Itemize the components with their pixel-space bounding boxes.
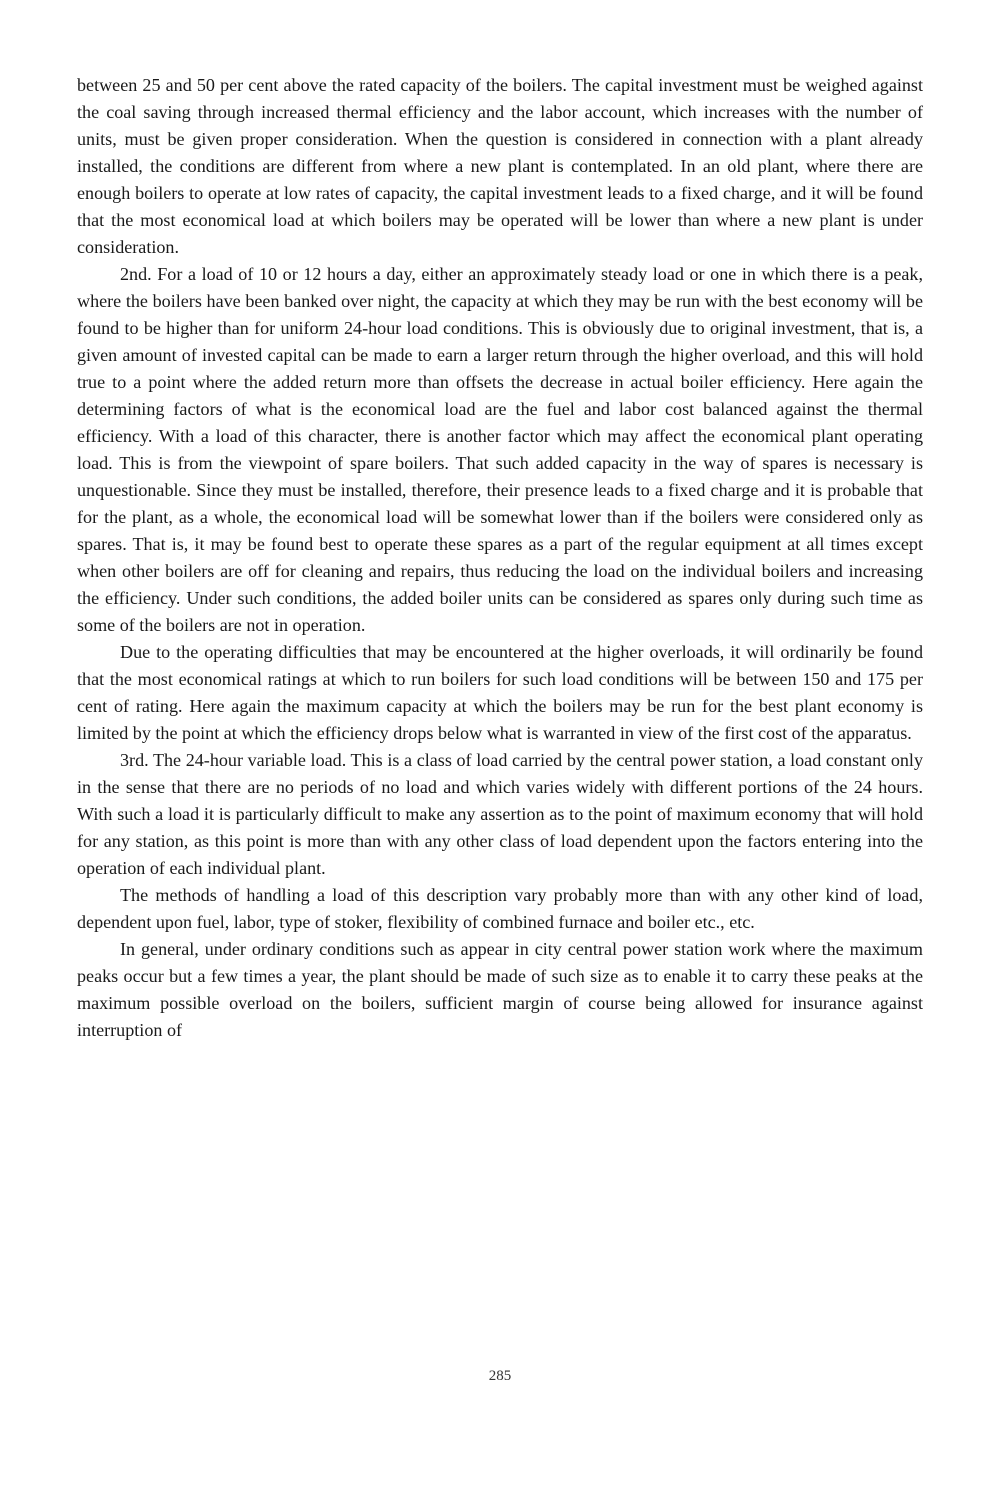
paragraph-general-conditions: In general, under ordinary conditions such as appear in city central power station work where the maximum peaks occur but a few times a year, the plant should be made of such size as to enable it to carry these peaks at the maximum possible overload on the boilers, sufficient margin of course being allowed for insurance against interruption of: [77, 939, 923, 1040]
page-number: 285: [488, 1368, 512, 1384]
paragraph-third-load-class: 3rd. The 24-hour variable load. This is a class of load carried by the central power station, a load constant only in the sense that there are no periods of no load and which varies widely with different portions of the 24 hours. With such a load it is particularly difficult to make any assertion as to the point of maximum economy that will hold for any station, as this point is more than with any other class of load dependent upon the factors entering into the operation of each individual plant.: [77, 750, 923, 878]
paragraph-handling-methods: The methods of handling a load of this description vary probably more than with any other kind of load, dependent upon fuel, labor, type of stoker, flexibility of combined furnace and boiler etc., etc.: [77, 885, 923, 932]
paragraph-continued-capital-investment: between 25 and 50 per cent above the rated capacity of the boilers. The capital investment must be weighed against the coal saving through increased thermal efficiency and the labor account, which increases with the number of units, must be given proper consideration. When the question is considered in connection with a plant already installed, the conditions are different from where a new plant is contemplated. In an old plant, where there are enough boilers to operate at low rates of capacity, the capital investment leads to a fixed charge, and it will be found that the most economical load at which boilers may be operated will be lower than where a new plant is under consideration.: [77, 75, 923, 257]
paragraph-second-load-class: 2nd. For a load of 10 or 12 hours a day, either an approximately steady load or one in which there is a peak, where the boilers have been banked over night, the capacity at which they may be run with the best economy will be found to be higher than for uniform 24-hour load conditions. This is obviously due to original investment, that is, a given amount of invested capital can be made to earn a larger return through the higher overload, and this will hold true to a point where the added return more than offsets the decrease in actual boiler efficiency. Here again the determining factors of what is the economical load are the fuel and labor cost balanced against the thermal efficiency. With a load of this character, there is another factor which may affect the economical plant operating load. This is from the viewpoint of spare boilers. That such added capacity in the way of spares is necessary is unquestionable. Since they must be installed, therefore, their presence leads to a fixed charge and it is probable that for the plant, as a whole, the economical load will be somewhat lower than if the boilers were considered only as spares. That is, it may be found best to operate these spares as a part of the regular equipment at all times except when other boilers are off for cleaning and repairs, thus reducing the load on the individual boilers and increasing the efficiency. Under such conditions, the added boiler units can be considered as spares only during such time as some of the boilers are not in operation.: [77, 264, 923, 635]
page-body: [77, 72, 923, 1044]
paragraph-operating-difficulties: Due to the operating difficulties that may be encountered at the higher overloads, it will ordinarily be found that the most economical ratings at which to run boilers for such load conditions will be between 150 and 175 per cent of rating. Here again the maximum capacity at which the boilers may be run for the best plant economy is limited by the point at which the efficiency drops below what is warranted in view of the first cost of the apparatus.: [77, 642, 923, 743]
